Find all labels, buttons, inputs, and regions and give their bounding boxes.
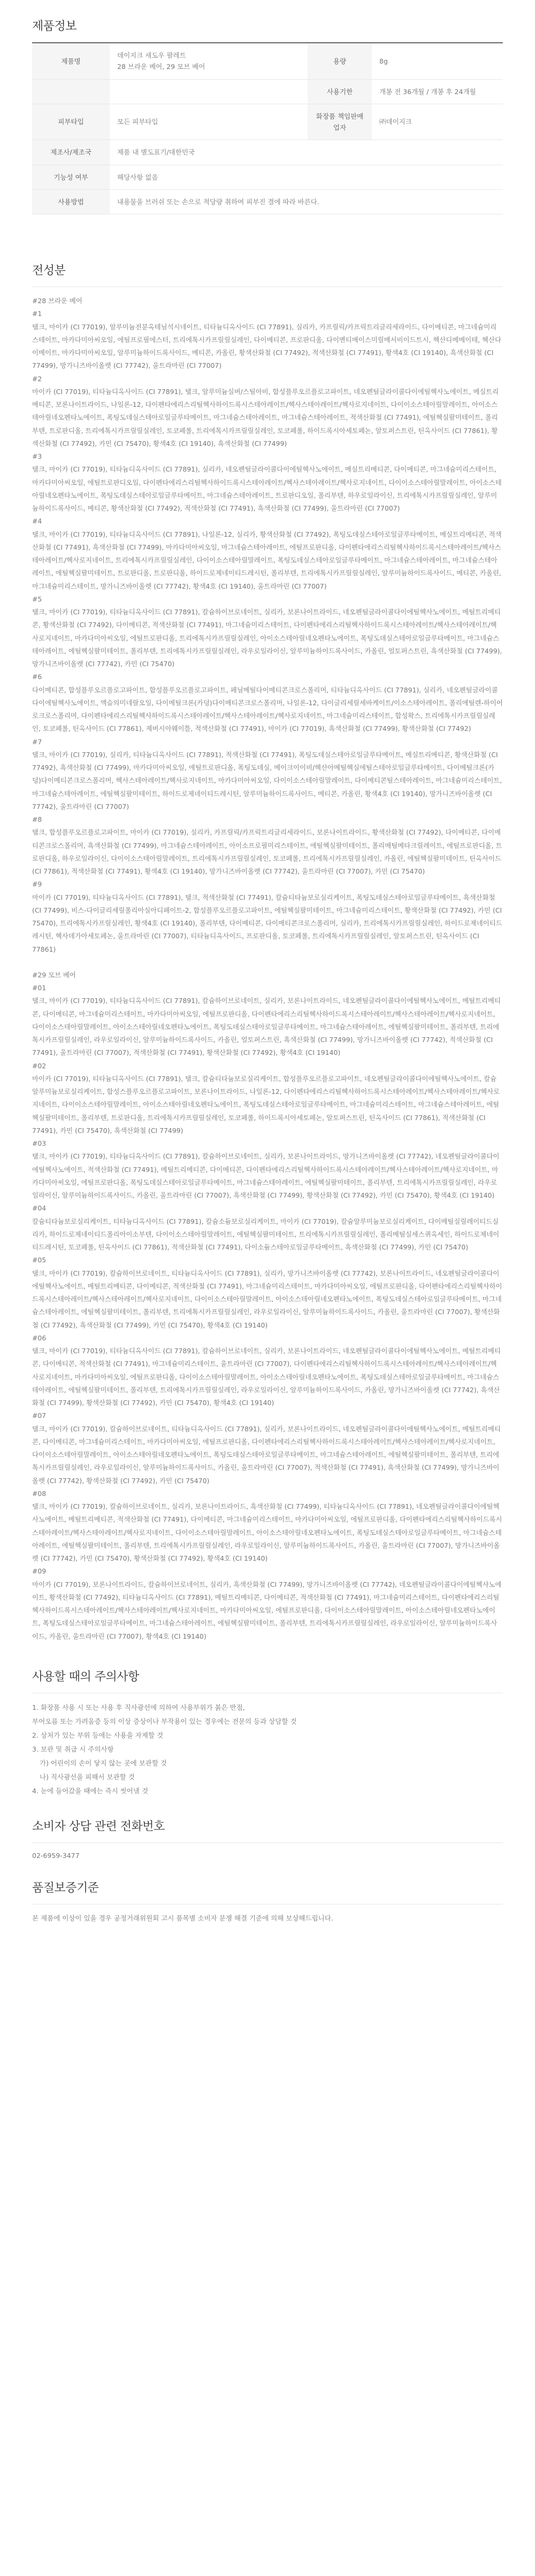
usage-caution-item: 4. 눈에 들어갔을 때에는 즉시 씻어낼 것 bbox=[32, 1786, 148, 1795]
info-value bbox=[110, 104, 308, 140]
info-key: 기능성 여부 bbox=[32, 165, 110, 189]
quality-text: 본 제품에 이상이 있을 경우 공정거래위원회 고시 품목별 소비자 분쟁 해결 기준에 의해 보상해드립니다. bbox=[32, 1914, 333, 1922]
ingredient-shade-text: 탤크, 마이카 (CI 77019), 티타늄디옥사이드 (CI 77891), 칼슘하이브로네이트, 실리카, 보론나이트라이드, 네오펜틸글라이콜다이에틸헥사노에이트, 메틸트리메티콘, 다이메티콘, 적색산화철 (CI 77491), 마그네슘미리스테이트, 울트라마린 (CI 77007), 다이펜타에리스리틸헥사하이드록시스테아레이트/헥사스테아레이트/헥사로지네이트, 마카다미아씨오일, 에틸프로판디올, 다이이소스테아릴말레이트, 아이소스테아릴네오펜타노에이트, 폭팅도데실스테아로일글루타메이트, 마그네슘스테아레이트, 에틸헥실팔미테이트, 폴리부텐, 트리에톡시카프릴릴실레인, 라우로일라이신, 알루미늄하이드록사이드, 카올린, 망가니즈바이올렛 (CI 77742), 흑색산화철 (CI 77499), 황색산화철 (CI 77492), 카민 (CI 75470), 황색4호 (CI 19140) bbox=[32, 1347, 501, 1407]
info-value bbox=[110, 43, 308, 79]
consumer-phone: 02-6959-3477 bbox=[32, 1851, 80, 1860]
info-value bbox=[110, 165, 503, 189]
consumer-contact-title: 소비자 상담 관련 전화번호 bbox=[32, 1819, 165, 1833]
usage-caution-item: 가) 어린이의 손이 닿지 않는 곳에 보관할 것 bbox=[40, 1759, 167, 1767]
info-value-line: 내용물을 브러쉬 또는 손으로 적당량 취하여 피부진 결에 따라 바른다. bbox=[117, 197, 319, 206]
ingredients-title: 전성분 bbox=[32, 264, 66, 277]
info-value-line: 제품 내 별도표기/대한민국 bbox=[117, 148, 195, 157]
ingredient-shade-label: #07 bbox=[32, 1412, 47, 1420]
info-key: 제품명 bbox=[32, 43, 110, 79]
info-value bbox=[110, 79, 308, 104]
ingredient-shade-label: #5 bbox=[32, 595, 42, 603]
info-value-line: 28 브라운 베어, 29 모브 베어 bbox=[117, 63, 205, 71]
ingredient-shade-text: 탤크, 마이카 (CI 77019), 티타늄디옥사이드 (CI 77891), 칼슘하이브로네이트, 실리카, 보론나이트라이드, 망가니즈바이올렛 (CI 77742), 네오펜틸글라이콜다이에틸헥사노에이트, 적색산화철 (CI 77491), 메틸트리메티콘, 다이메티콘, 다이펜타에리스리틸헥사하이드록시스테아레이트/헥사스테아레이트/헥사로지네이트, 마카다미아씨오일, 에틸프로판디올, 폭팅도데실스테아로일글루타메이트, 마그네슘스테아레이트, 에틸헥실팔미테이트, 폴리부텐, 트리에톡시카프릴릴실레인, 라우로일라이신, 알루미늄하이드록사이드, 카올린, 울트라마린 (CI 77007), 흑색산화철 (CI 77499), 황색산화철 (CI 77492), 카민 (CI 75470), 황색4호 (CI 19140) bbox=[32, 1152, 500, 1199]
usage-caution-item: 나) 직사광선을 피해서 보관할 것 bbox=[40, 1772, 135, 1781]
info-value-line: 해당사항 없음 bbox=[117, 173, 158, 181]
ingredient-shade-label: #01 bbox=[32, 984, 47, 992]
ingredient-shade-label: #05 bbox=[32, 1256, 47, 1264]
ingredient-shade-label: #02 bbox=[32, 1061, 47, 1070]
ingredient-group bbox=[32, 295, 503, 956]
ingredient-shade-label: #03 bbox=[32, 1139, 47, 1147]
ingredient-shade-label: #3 bbox=[32, 452, 42, 460]
info-key: 제조사/제조국 bbox=[32, 140, 110, 165]
usage-caution-item: 1. 화장품 사용 시 또는 사용 후 직사광선에 의하여 사용부위가 붉은 반점, bbox=[32, 1703, 245, 1711]
info-value-line: 모든 피부타입 bbox=[117, 118, 158, 126]
product-info-row bbox=[32, 165, 503, 189]
info-key: 사용방법 bbox=[32, 189, 110, 214]
usage-caution-list bbox=[32, 1693, 503, 1798]
info-key: 화장품 책임판매업자 bbox=[308, 104, 372, 140]
ingredient-shade-text: 탤크, 마이카 (CI 77019), 티타늄디옥사이드 (CI 77891), 칼슘하이브로네이트, 실리카, 보론나이트라이드, 네오펜틸글라이콜다이에틸헥사노에이트, 메틸트리메티콘, 다이메티콘, 마그네슘미리스테이트, 마카다미아씨오일, 에틸프로판디올, 다이펜타에리스리틸헥사하이드록시스테아레이트/헥사스테아레이트/헥사로지네이트, 다이이소스테아릴말레이트, 아이소스테아릴네오펜타노에이트, 폭팅도데실스테아로일글루타메이트, 마그네슘스테아레이트, 에틸헥실팔미테이트, 폴리부텐, 트리에톡시카프릴릴실레인, 라우로일라이신, 알루미늄하이드록사이드, 카올린, 얼토퍼스트린, 흑색산화철 (CI 77499), 망가니즈바이올렛 (CI 77742), 적색산화철 (CI 77491), 울트라마린 (CI 77007), 적색산화철 (CI 77491), 황색산화철 (CI 77492), 황색4호 (CI 19140) bbox=[32, 997, 501, 1057]
ingredient-shade-text: 마이카 (CI 77019), 티타늄디옥사이드 (CI 77891), 탤크, 칼슘티타늄보로실리케이트, 합성플루오르플로고파이트, 네오펜틸글라이콜다이에틸헥사노에이트, 칼슘알루미늄보로실리케이트, 합성스플루오르플로고파이트, 보론나이트라이드, 나일론-12, 다이펜타에리스리틸헥사하이드록시스테아레이트/헥사스테아레이트/헥사로지네이트, 다이이소스테아릴말레이트, 아이소스테아릴네오펜타노에이트, 폭팅도데실스테아로일글루타메이트, 마그네슘미리스테이트, 마그네슘스테아레이트, 에틸헥실팔미테이트, 폴리부텐, 트로판디올, 트리에톡시카프릴릴실레인, 토코페롤, 하이드록시아세토페논, 알토퍼스트린, 틴옥사이드 (CI 77861), 적색산화철 (CI 77491), 카민 (CI 75470), 흑색산화철 (CI 77499) bbox=[32, 1074, 500, 1135]
ingredient-shade-text: 다이메티콘, 합성플루오르플로고파이트, 합성플루오르플로고파이트, 페닐메틸다이메티콘크로스폴리머, 티타늄디옥사이드 (CI 77891), 실리카, 네오펜틸글라이콜다이에틸헥사노에이트, 액슬의미네랄오일, 다이메틸크론(카덩)다이메티콘크로스폴리머, 나일론-12, 다이글리세릴세바케이트/이소스테아레이트, 폴리에틸렌-하이어로크로스폴리머, 다이펜타에리스리틸헥사하이드록시스테아레이트/헥사스테아레이트/헥사로지네이트, 마그네슘미리스테이트, 합성왁스, 트리에톡시카프릴릴실레인, 토코페롤, 틴옥사이드 (CI 77861), 제버시아웨이틀, 적색산화철 (CI 77491), 마이카 (CI 77019), 흑색산화철 (CI 77499), 황색산화철 (CI 77492) bbox=[32, 685, 503, 733]
ingredient-shade-label: #08 bbox=[32, 1489, 47, 1498]
info-value bbox=[110, 140, 503, 165]
ingredient-shade-label: #04 bbox=[32, 1204, 47, 1213]
ingredient-shade-label: #1 bbox=[32, 310, 42, 318]
ingredient-shade-text: 탤크, 마이카 (CI 77019), 티타늄디옥사이드 (CI 77891), 칼슘하이브로네이트, 실리카, 보론나이트라이드, 네오펜틸글라이콜다이에틸헥사노에이트, 메틸트리메티콘, 황색산화철 (CI 77492), 다이메티콘, 적색산화철 (CI 77491), 마그네슘미리스테이트, 다이펜타에리스리틸헥사하이드록시스테아레이트/헥사스테아레이트/헥사로지네이트, 마카다미아씨오일, 에틸트로판디올, 트리에톡시카프릴릴실레인, 아이소스테아릴네오펜타노에이트, 폭팅도데실스테아로일글루타메이트, 마그네슘스테아레이트, 에틸헥실팔미테이트, 폴리부텐, 트리에톡시카프릴릴실레인, 라우로일라이신, 알루미늄하이드록사이드, 카올린, 얼토퍼스트린, 흑색산화철 (CI 77499), 망가니즈바이올렛 (CI 77742), 카민 (CI 75470) bbox=[32, 608, 502, 668]
product-info-row bbox=[32, 189, 503, 214]
ingredient-shade-text: 마이카 (CI 77019), 보론나이트라이드, 칼슘하이브로네이트, 실리카, 흑색산화철 (CI 77499), 망가니즈바이올렛 (CI 77742), 네오펜틸글라이콜다이에틸헥사노에이트, 황색산화철 (CI 77492), 티타늄디옥사이드 (CI 77891), 메틸트리메티콘, 다이메티콘, 적색산화철 (CI 77491), 마그네슘미리스테이트, 다이펜타에리스리틸헥사하이드록시스테아레이트/헥사스테아레이트/헥사로지네이트, 마카다미아씨오일, 에틸프로판디올, 다이이소스테아릴말레이트, 아이소스테아릴네오펜타노에이트, 폭팅도데실스테아로일글루타메이트, 마그네슘스테아레이트, 에틸헥실팔미테이트, 폴리부텐, 트리에톡시카프릴릴실레인, 라우로일라이신, 알루미늄하이드록사이드, 카올린, 울트라마린 (CI 77007), 황색4호 (CI 19140) bbox=[32, 1580, 502, 1640]
ingredient-shade-text: 칼슘티타늄보로실리케이트, 티타늄디옥사이드 (CI 77891), 칼슘소듐보로실리케이트, 마이카 (CI 77019), 칼슘알루미늄보로실리케이트, 다이메틸실릴레이티드실리카, 하이드로제네이티드폴리아이소부텐, 다이이소스테아릴말레이트, 에틸헥실팔미테이트, 트리에톡시카프릴릴실레인, 폴리메틸실세스퀴옥세인, 하이드로제네이티드레시틴, 토코페롤, 틴옥사이드 (CI 77861), 적색산화철 (CI 77491), 다이소듐스테아로일글루타메이트, 흑색산화철 (CI 77499), 카민 (CI 75470) bbox=[32, 1217, 500, 1251]
ingredient-shade-text: 탤크, 합성플루오르플로고파이트, 마이카 (CI 77019), 실리카, 카프릴릭/카프릭트리글리세라이드, 보론나이트라이드, 황색산화철 (CI 77492), 다이메티콘, 다이메티콘크로스폴리머, 흑색산화철 (CI 77499), 마그네슘스테아레이트, 아이소프로필미리스테이트, 에틸헥실팔미테이트, 폴리메틸메타크릴레이트, 에틸프로판디올, 트로판디올, 하우로일라이신, 다이이소스테아릴말레이트, 트리에톡시카프릴릴실레인, 토코페롤, 트리에톡시카프릴릴실레인, 카올린, 에틸헥실팔미테이트, 틴옥사이드 (CI 77861), 적색산화철 (CI 77491), 황색4호 (CI 19140), 망가니즈바이올렛 (CI 77742), 울트라마린 (CI 77007), 카민 (CI 75470) bbox=[32, 828, 502, 875]
ingredient-shade-text: 탤크, 마이카 (CI 77019), 칼슘하이브로네이트, 티타늄디옥사이드 (CI 77891), 실리카, 망가니즈바이올렛 (CI 77742), 보론나이트라이드, 네오펜틸글라이콜다이에틸헥사노에이트, 메틸트리메티콘, 다이메티콘, 적색산화철 (CI 77491), 마그네슘미리스테이트, 마카다미아씨오일, 에틸프로판디올, 다이펜타에리스리틸헥사하이드록시스테아레이트/헥사스테아레이트/헥사로지네이트, 다이이소스테아릴말레이트, 아이소스테아릴네오펜타노에이트, 폭팅도데실스테아로일글루타메이트, 마그네슘스테아레이트, 에틸헥실팔미테이트, 폴리부텐, 트리에톡시카프릴릴실레인, 라우로일라이신, 알루미늄하이드록사이드, 카올린, 울트라마린 (CI 77007), 황색산화철 (CI 77492), 흑색산화철 (CI 77499), 카민 (CI 75470), 황색4호 (CI 19140) bbox=[32, 1269, 502, 1329]
ingredient-shade-text: 탤크, 마이카 (CI 77019), 알루미늄전분옥테닐석시네이트, 티타늄디옥사이드 (CI 77891), 실리카, 카프릴릭/카프릭트리글리세라이드, 다이메티콘, 마그네슘미리스테이트, 마카다미아씨오일, 에틸프로필에스터, 트리에톡시카프릴릴실레인, 다이메티콘, 프로판디올, 다이멘티메이스미릴메서비이드트시, 헥산디메메이테, 헥산다이메이트, 마카다미아씨오일, 알루미늄하이드록사이드, 메티콘, 카올린, 황색산화철 (CI 77492), 적색산화철 (CI 77491), 황색4호 (CI 19140), 흑색산화철 (CI 77499), 망가니즈바이올렛 (CI 77742), 울트라마린 (CI 77007) bbox=[32, 322, 501, 370]
ingredient-shade-label: #6 bbox=[32, 673, 42, 681]
info-value: 개봉 전 36개월 / 개봉 후 24개월 bbox=[372, 79, 503, 104]
ingredient-shade-text: 마이카 (CI 77019), 티타늄디옥사이드 (CI 77891), 탤크, 알루미늄실버/스틸아비, 합성플루오르플로고파이트, 네오펜틸글라이콜다이에틸헥사노에이트, 메실트리메티콘, 보론나이트라이드, 나일론-12, 다이펜타에리스리틸헥사하이드록시스테아레이트/헥사스테아레이트/헥사로지네이트, 다이이소스테아릴말레이트, 아이소스테아릴네오펜타노에이트, 폭팅도데실스테아로일글루타메이트, 마그네슘스테아레이트, 마그네슘스테아레이트, 적색산화철 (CI 77491), 에틸헥실팔미테이트, 폴리부텐, 트로판디올, 트리에톡시카프릴릴실레인, 토코페롤, 트리에톡시카프릴릴실레인, 토코페롤, 하이드록시아세토페논, 알토퍼스트린, 틴옥사이드 (CI 77861), 황색산화철 (CI 77492), 카민 (CI 75470), 황색4호 (CI 19140), 흑색산화철 (CI 77499) bbox=[32, 387, 499, 448]
info-key bbox=[32, 79, 110, 104]
ingredient-shade-label: #4 bbox=[32, 517, 42, 526]
product-info-row bbox=[32, 79, 503, 104]
ingredient-shade-label: #2 bbox=[32, 374, 42, 383]
ingredient-shade-text: 탤크, 마이카 (CI 77019), 티타늄디옥사이드 (CI 77891), 나일론-12, 실리카, 황색산화철 (CI 77492), 폭팅도데실스테아로일글루타메이트, 메실트리메티콘, 적색산화철 (CI 77491), 흑색산화철 (CI 77499), 마카다미아씨오일, 마그네슘스테아레이트, 에틸프로판디올, 다이펜타에리스리틸헥사하이드록시스테아레이트/헥사스테아레이트/헥사로지네이트, 트리에톡시카프릴릴실레인, 다이이소스테아릴말레이트, 폭팅도데실스테아로일글루타메이트, 마그네슘스테아레이트, 마그네슘스테아레이트, 에틸헥실팔미테이트, 트로판디올, 트로판디올, 하이드로제네이티드레시틴, 폴리부텐, 트리에톡시카프릴릴실레인, 알루미늄하이드록사이드, 메티콘, 카올린, 마그네슘미리스테이트, 망가니즈바이올렛 (CI 77742), 황색4호 (CI 19140), 울트라마린 (CI 77007) bbox=[32, 530, 502, 590]
info-value-line: 데이지크 새도우 팔레트 bbox=[117, 51, 186, 59]
info-value: ㈜데이지크 bbox=[372, 104, 503, 140]
ingredient-shade-label: #8 bbox=[32, 815, 42, 823]
info-key: 사용기한 bbox=[308, 79, 372, 104]
ingredients-list bbox=[32, 287, 503, 1643]
product-info-title: 제품정보 bbox=[32, 20, 77, 33]
usage-caution-item: 부어오름 또는 가려움증 등의 이상 증상이나 부작용이 있는 경우에는 전문의 등과 상담할 것 bbox=[32, 1717, 297, 1725]
ingredient-shade-text: 탤크, 마이카 (CI 77019), 실리카, 티타늄디옥사이드 (CI 77891), 적색산화철 (CI 77491), 폭팅도데실스테아로일글루타메이트, 메실트리메티콘, 황색산화철 (CI 77492), 흑색산화철 (CI 77499), 마카다미아씨오일, 에틸트로판디올, 폭팅도데실, 메이크이이비/헥산아메틸헥실에틸스테아로일글루타메이트, 다이메틸크론(카덩)다이메티콘크로스폴리머, 헥사스테아레이트/헥사로지네이트, 마카다미아씨오일, 다이이소스테아릴말레이트, 다이메티콘틸스테아레이트, 마그네슘미리스테이트, 마그네슘스테아레이트, 에틸헥실팔미테이트, 하이드로제네이티드레시틴, 알루미늄하이드록사이드, 메티콘, 카올린, 황색4호 (CI 19140), 망가니즈바이올렛 (CI 77742), 울트라마린 (CI 77007) bbox=[32, 750, 502, 811]
ingredient-group-header: #28 브라운 베어 bbox=[32, 297, 82, 305]
ingredient-shade-label: #06 bbox=[32, 1333, 47, 1342]
info-key: 용량 bbox=[308, 43, 372, 79]
ingredient-shade-text: 탤크, 마이카 (CI 77019), 칼슘하이브로네이트, 실리카, 보론나이트라이드, 흑색산화철 (CI 77499), 티타늄디옥사이드 (CI 77891), 네오펜틸글라이콜다이에틸헥사노에이트, 메틸트리메티콘, 적색산화철 (CI 77491), 다이메티콘, 마그네슘미리스테이트, 마카다미아씨오일, 에틸프로판디올, 다이펜타에리스리틸헥사하이드록시스테아레이트/헥사스테아레이트/헥사로지네이트, 다이이소스테아릴말레이트, 아이소스테아릴네오펜타노에이트, 폭팅도데실스테아로일글루타메이트, 마그네슘스테아레이트, 에틸헥실팔미테이트, 폴리부텐, 트리에톡시카프릴릴실레인, 라우로일라이신, 알루미늄하이드록사이드, 카올린, 울트라마린 (CI 77007), 망가니즈바이올렛 (CI 77742), 카민 (CI 75470), 황색산화철 (CI 77492), 황색4호 (CI 19140) bbox=[32, 1502, 502, 1562]
product-info-row bbox=[32, 140, 503, 165]
ingredient-shade-label: #9 bbox=[32, 880, 42, 889]
product-info-row bbox=[32, 43, 503, 79]
ingredient-shade-label: #09 bbox=[32, 1567, 47, 1576]
info-value: 8g bbox=[372, 43, 503, 79]
usage-caution-item: 3. 보관 및 취급 시 주의사항 bbox=[32, 1745, 114, 1753]
quality-title: 품질보증기준 bbox=[32, 1881, 99, 1895]
ingredient-group bbox=[32, 969, 503, 1643]
ingredient-group-header: #29 모브 베어 bbox=[32, 970, 76, 979]
info-value bbox=[110, 189, 503, 214]
ingredient-shade-text: 마이카 (CI 77019), 티타늄디옥사이드 (CI 77891), 탤크, 적색산화철 (CI 77491), 칼슘티타늄보로실리케이트, 폭팅도데실스테아로일글루타메이트, 흑색산화철 (CI 77499), 비스-다이글리세릴폴리아실아디페이트-2, 합성플루오르플로고파이트, 에틸헥실팔미테이트, 마그네슘미리스테이트, 황색산화철 (CI 77492), 카민 (CI 75470), 트리에톡시카프릴실레인, 황색4호 (CI 19140), 폴리부텐, 다이메티콘, 다이메티콘크로스폴리머, 실리카, 트리에톡시카프릴릴실레인, 하이드로제네이티드레시틴, 헥사데가아세토페논, 울트라마린 (CI 77007), 티타늄디옥사이드, 프로판디올, 토코페롤, 트리에톡시카프릴릴실레인, 알토퍼스트린, 틴옥사이드 (CI 77861) bbox=[32, 893, 502, 953]
product-info-row bbox=[32, 104, 503, 140]
usage-caution-title: 사용할 때의 주의사항 bbox=[32, 1670, 139, 1684]
ingredient-shade-text: 탤크, 마이카 (CI 77019), 칼슘하이브로네이트, 티타늄디옥사이드 (CI 77891), 실리카, 보론나이트라이드, 네오펜틸글라이콜다이에틸헥사노에이트, 메틸트리메티콘, 다이메티콘, 마그네슘미리스테이트, 마카다미아씨오일, 에틸프로판디올, 다이펜타에리스리틸헥사하이드록시스테아레이트/헥사스테아레이트/헥사로지네이트, 다이이소스테아릴말레이트, 아이소스테아릴네오펜타노에이트, 폭팅도데실스테아로일글루타메이트, 마그네슘스테아레이트, 에틸헥실팔미테이트, 폴리부텐, 트리에톡시카프릴릴실레인, 라우로일라이신, 알루미늄하이드록사이드, 카올린, 울트라마린 (CI 77007), 적색산화철 (CI 77491), 흑색산화철 (CI 77499), 망가니즈바이올렛 (CI 77742), 황색산화철 (CI 77492), 카민 (CI 75470) bbox=[32, 1424, 501, 1485]
ingredient-shade-label: #7 bbox=[32, 737, 42, 746]
info-key: 피부타입 bbox=[32, 104, 110, 140]
ingredient-shade-text: 탤크, 마이카 (CI 77019), 티타늄디옥사이드 (CI 77891), 실리카, 네오펜틸글라이콜다이에틸헥사노에이트, 메실트리메티콘, 다이메티콘, 마그네슘미리스테이트, 마카다미아씨오일, 에틸트로판디오일, 다이펜타에리스리틸헥사하이드록시스테아레이트/헥사스테아레이트/헥사로지네이트, 다이이소스테아릴말레이트, 아이소스테아릴네오펜타노에이트, 폭팅도데실스테아로일글루타메이트, 마그네슘스테아레이트, 트로판디오일, 폴리부텐, 하우로일라이신, 트리에톡시카프릴릴실레인, 알루미늄하이드록사이드, 메티콘, 황색산화철 (CI 77492), 적색산화철 (CI 77491), 흑색산화철 (CI 77499), 울트라마린 (CI 77007) bbox=[32, 465, 502, 512]
product-info-table bbox=[32, 43, 503, 214]
usage-caution-item: 2. 상처가 있는 부위 등에는 사용을 자제할 것 bbox=[32, 1731, 164, 1739]
